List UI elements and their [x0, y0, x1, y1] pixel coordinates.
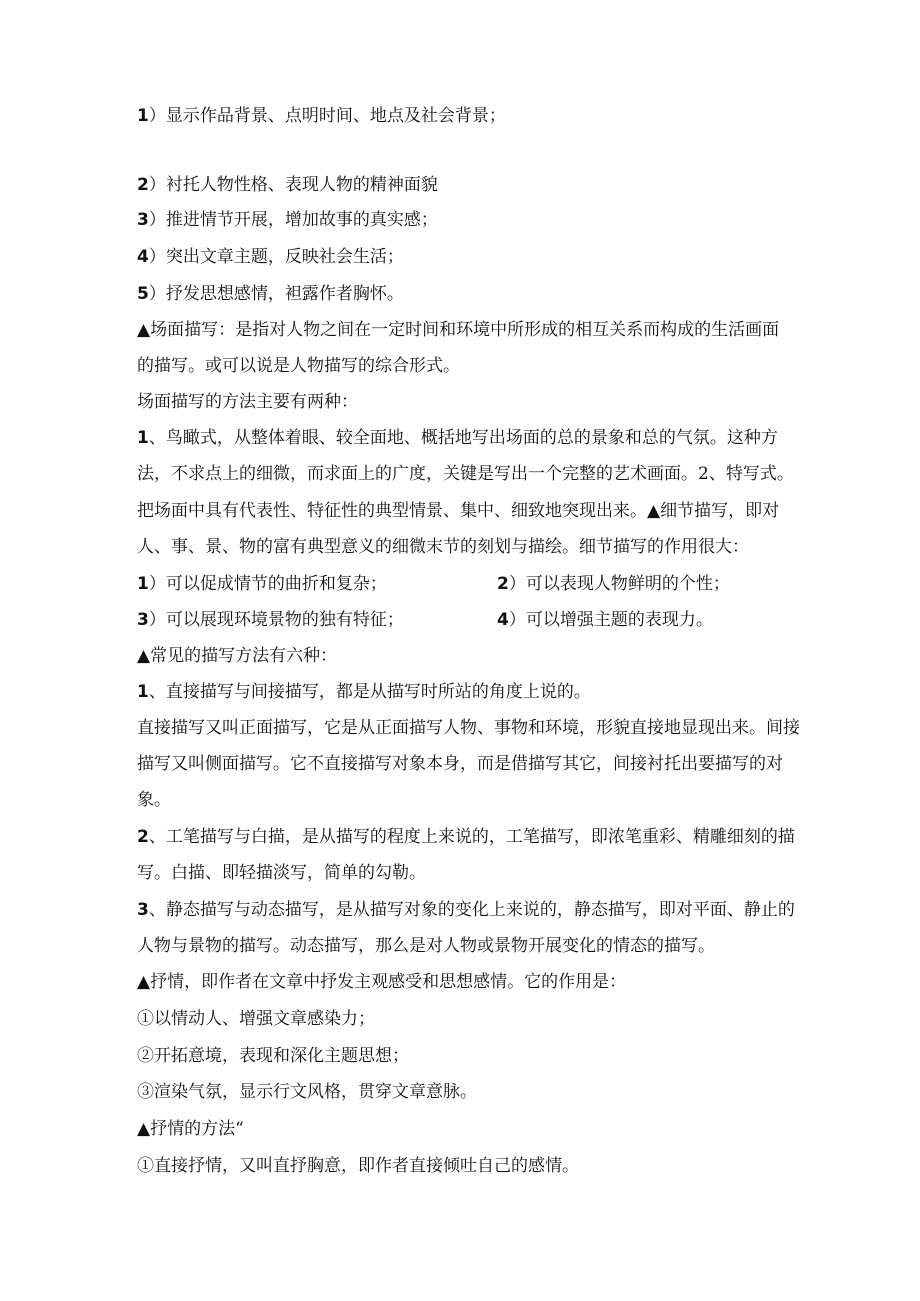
line-text: ）衬托人物性格、表现人物的精神面貌 [148, 175, 438, 195]
text-line [137, 245, 404, 269]
item-number: 4 [137, 247, 149, 267]
text-line [137, 354, 460, 378]
item-number: 2 [137, 827, 149, 847]
line-text: ）可以表现人物鲜明的个性； [508, 574, 730, 594]
line-text: ①以情动人、增强文章感染力； [137, 1009, 375, 1029]
item-number: 4 [497, 610, 509, 630]
text-line [137, 318, 779, 342]
text-line [137, 390, 358, 414]
line-text: 描写又叫侧面描写。它不直接描写对象本身，而是借描写其它，间接衬托出要描写的对 [137, 754, 783, 774]
text-line [137, 934, 715, 958]
line-text: 写。白描、即轻描淡写，简单的勾勒。 [137, 863, 426, 883]
text-line [137, 970, 626, 994]
text-line [137, 898, 795, 922]
line-text: ）可以促成情节的曲折和复杂； [148, 574, 387, 594]
text-line [137, 208, 438, 232]
text-line [137, 1154, 579, 1178]
line-text: ）抒发思想感情，袒露作者胸怀。 [148, 284, 404, 304]
item-number: 5 [137, 284, 149, 304]
text-line-col2 [497, 572, 730, 596]
text-line [137, 752, 783, 776]
line-text: 、静态描写与动态描写，是从描写对象的变化上来说的，静态描写，即对平面、静止的 [148, 900, 795, 920]
line-text: 象。 [137, 790, 171, 810]
line-text: ▲抒情，即作者在文章中抒发主观感受和思想感情。它的作用是： [137, 972, 627, 992]
item-number: 3 [137, 900, 149, 920]
text-line [137, 1117, 244, 1141]
line-text: 人、事、景、物的富有典型意义的细微末节的刻划与描绘。细节描写的作用很大： [137, 537, 749, 557]
line-text: 、直接描写与间接描写，都是从描写时所站的角度上说的。 [148, 682, 591, 702]
line-text: ）推进情节开展，增加故事的真实感； [148, 210, 438, 230]
line-text: ②开拓意境，表现和深化主题思想； [137, 1046, 409, 1066]
text-line [137, 861, 426, 885]
line-text: 、鸟瞰式，从整体着眼、较全面地、概括地写出场面的总的景象和总的气氛。这种方 [148, 428, 778, 448]
text-line [137, 644, 337, 668]
text-line [137, 1007, 375, 1031]
text-line [137, 499, 779, 523]
text-line [137, 788, 171, 812]
line-text: ）显示作品背景、点明时间、地点及社会背景； [148, 106, 506, 126]
item-number: 1 [137, 574, 149, 594]
text-line [137, 426, 778, 450]
text-line [137, 104, 506, 128]
text-line [137, 173, 438, 197]
item-number: 3 [137, 610, 149, 630]
text-line [137, 1044, 409, 1068]
item-number: 1 [137, 106, 149, 126]
item-number: 3 [137, 210, 149, 230]
line-text: 直接描写又叫正面描写，它是从正面描写人物、事物和环境，形貌直接地显现出来。间接 [137, 718, 800, 738]
line-text: ▲抒情的方法“ [137, 1119, 244, 1139]
line-text: 场面描写的方法主要有两种： [137, 392, 358, 412]
text-line-col2 [497, 608, 713, 632]
text-line [137, 1080, 477, 1104]
text-line [137, 572, 387, 596]
text-line [137, 462, 794, 486]
item-number: 1 [137, 682, 149, 702]
item-number: 1 [137, 428, 149, 448]
text-line [137, 716, 800, 740]
line-text: ③渲染气氛，显示行文风格，贯穿文章意脉。 [137, 1082, 477, 1102]
text-line [137, 282, 404, 306]
item-number: 2 [137, 175, 149, 195]
item-number: 2 [497, 574, 509, 594]
line-text: ）突出文章主题，反映社会生活； [148, 247, 404, 267]
line-text: 人物与景物的描写。动态描写，那么是对人物或景物开展变化的情态的描写。 [137, 936, 715, 956]
line-text: 的描写。或可以说是人物描写的综合形式。 [137, 356, 460, 376]
line-text: ▲常见的描写方法有六种： [137, 646, 338, 666]
text-line [137, 535, 749, 559]
text-line [137, 825, 795, 849]
text-line [137, 680, 591, 704]
line-text: ）可以展现环境景物的独有特征； [148, 610, 404, 630]
line-text: ▲场面描写：是指对人物之间在一定时间和环境中所形成的相互关系而构成的生活画面 [137, 320, 780, 340]
line-text: ①直接抒情，又叫直抒胸意，即作者直接倾吐自己的感情。 [137, 1156, 579, 1176]
line-text: 法，不求点上的细微，而求面上的广度，关键是写出一个完整的艺术画面。2、特写式。 [137, 464, 794, 484]
line-text: ）可以增强主题的表现力。 [508, 610, 713, 630]
line-text: 、工笔描写与白描，是从描写的程度上来说的，工笔描写，即浓笔重彩、精雕细刻的描 [148, 827, 795, 847]
line-text: 把场面中具有代表性、特征性的典型情景、集中、细致地突现出来。▲细节描写，即对 [137, 501, 780, 521]
text-line [137, 608, 404, 632]
